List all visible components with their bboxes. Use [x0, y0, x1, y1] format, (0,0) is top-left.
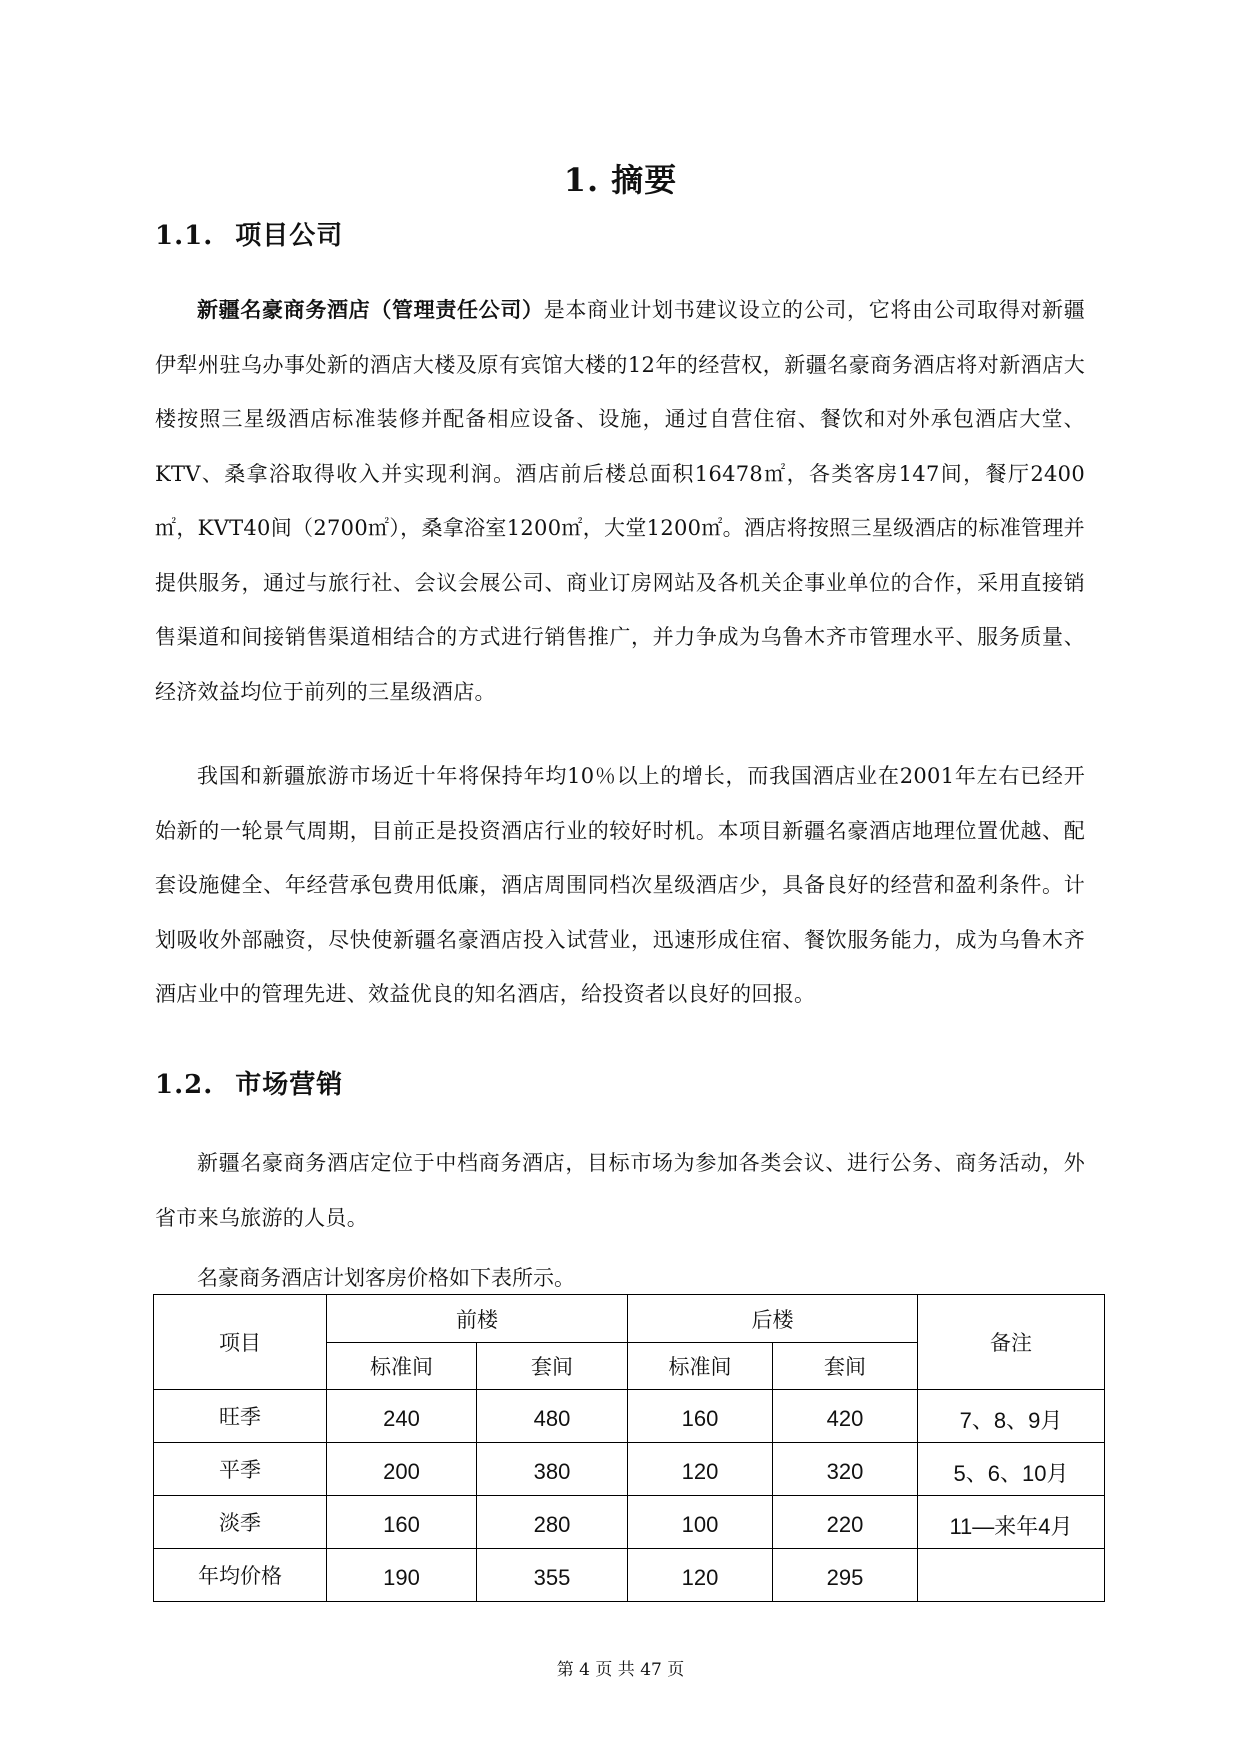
table-row: [154, 1390, 1105, 1443]
cell-note: 7、8、9月: [918, 1390, 1105, 1443]
row-label: 平季: [154, 1443, 327, 1496]
header-back-building: 后楼: [628, 1295, 918, 1343]
cell-back-suite: 220: [773, 1496, 918, 1549]
chapter-heading: 1. 摘要: [563, 161, 678, 199]
table-caption: 名豪商务酒店计划客房价格如下表所示。: [197, 1266, 575, 1290]
room-price-table: [153, 1294, 1105, 1602]
section-title: 市场营销: [235, 1070, 344, 1100]
table-header-row: [154, 1295, 1105, 1343]
header-note: 备注: [918, 1295, 1105, 1390]
cell-back-standard: 120: [628, 1443, 773, 1496]
cell-note: [918, 1549, 1105, 1602]
section-number: 1.1.: [155, 221, 214, 251]
cell-back-suite: 420: [773, 1390, 918, 1443]
paragraph-company-intro: [155, 283, 1085, 719]
header-front-building: 前楼: [327, 1295, 628, 1343]
section-number: 1.2.: [155, 1070, 214, 1100]
cell-front-suite: 355: [477, 1549, 628, 1602]
subheader-suite: 套间: [477, 1343, 628, 1390]
section-heading-project-company: [155, 218, 343, 254]
header-item: 项目: [154, 1295, 327, 1390]
paragraph-positioning: 新疆名豪商务酒店定位于中档商务酒店，目标市场为参加各类会议、进行公务、商务活动，外省市来乌旅游的人员。: [155, 1151, 1085, 1230]
cell-front-suite: 280: [477, 1496, 628, 1549]
cell-front-standard: 240: [327, 1390, 477, 1443]
cell-front-standard: 160: [327, 1496, 477, 1549]
cell-note: 11—来年4月: [918, 1496, 1105, 1549]
cell-back-suite: 320: [773, 1443, 918, 1496]
cell-front-suite: 380: [477, 1443, 628, 1496]
page-footer: 第 4 页 共 47 页: [556, 1660, 685, 1680]
table-row: [154, 1496, 1105, 1549]
table-row: [154, 1443, 1105, 1496]
subheader-standard-room: 标准间: [327, 1343, 477, 1390]
cell-note: 5、6、10月: [918, 1443, 1105, 1496]
cell-front-standard: 190: [327, 1549, 477, 1602]
section-title: 项目公司: [235, 221, 344, 251]
cell-back-standard: 120: [628, 1549, 773, 1602]
subheader-standard-room: 标准间: [628, 1343, 773, 1390]
paragraph-text: 是本商业计划书建议设立的公司，它将由公司取得对新疆伊犁州驻乌办事处新的酒店大楼及原有宾馆大楼的12年的经营权，新疆名豪商务酒店将对新酒店大楼按照三星级酒店标准装修并配备相应设备、设施，通过自营住宿、餐饮和对外承包酒店大堂、KTV、桑拿浴取得收入并实现利润。酒店前后楼总面积16478㎡，各类客房147间，餐厅2400㎡，KVT40间（2700㎡），桑拿浴室1200㎡，大堂1200㎡。酒店将按照三星级酒店的标准管理并提供服务，通过与旅行社、会议会展公司、商业订房网站及各机关企事业单位的合作，采用直接销售渠道和间接销售渠道相结合的方式进行销售推广，并力争成为乌鲁木齐市管理水平、服务质量、经济效益均位于前列的三星级酒店。: [155, 298, 1085, 704]
row-label: 淡季: [154, 1496, 327, 1549]
cell-front-standard: 200: [327, 1443, 477, 1496]
row-label: 年均价格: [154, 1549, 327, 1602]
table-row: [154, 1549, 1105, 1602]
row-label: 旺季: [154, 1390, 327, 1443]
subheader-suite: 套间: [773, 1343, 918, 1390]
cell-back-standard: 100: [628, 1496, 773, 1549]
section-heading-marketing: [155, 1067, 343, 1103]
cell-back-standard: 160: [628, 1390, 773, 1443]
company-name: 新疆名豪商务酒店（管理责任公司）: [197, 297, 544, 322]
cell-front-suite: 480: [477, 1390, 628, 1443]
paragraph-market-outlook: 我国和新疆旅游市场近十年将保持年均10％以上的增长，而我国酒店业在2001年左右已经开始新的一轮景气周期，目前正是投资酒店行业的较好时机。本项目新疆名豪酒店地理位置优越、配套设施健全、年经营承包费用低廉，酒店周围同档次星级酒店少，具备良好的经营和盈利条件。计划吸收外部融资，尽快使新疆名豪酒店投入试营业，迅速形成住宿、餐饮服务能力，成为乌鲁木齐酒店业中的管理先进、效益优良的知名酒店，给投资者以良好的回报。: [155, 764, 1085, 1006]
cell-back-suite: 295: [773, 1549, 918, 1602]
